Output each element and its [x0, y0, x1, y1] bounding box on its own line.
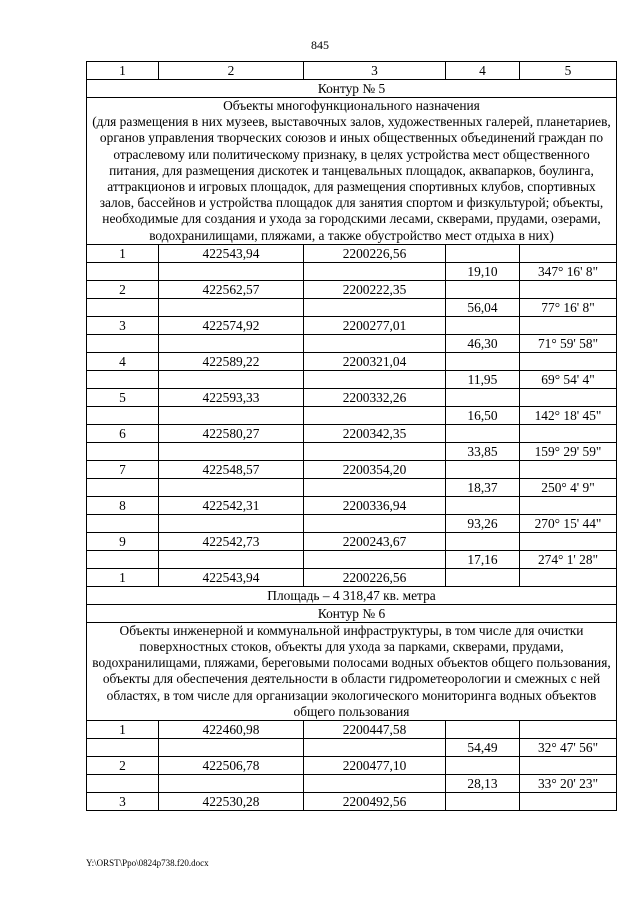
- coordinate-x: [159, 478, 304, 496]
- segment-length: 16,50: [446, 406, 520, 424]
- page-number: 845: [311, 38, 329, 52]
- section-title: Контур № 5: [87, 80, 617, 98]
- segment-row: [87, 262, 617, 280]
- coordinate-y: 2200336,94: [304, 496, 446, 514]
- point-number: 7: [87, 460, 159, 478]
- coordinate-y: [304, 370, 446, 388]
- coordinate-x: 422589,22: [159, 352, 304, 370]
- coordinate-y: 2200477,10: [304, 757, 446, 775]
- point-row: [87, 280, 617, 298]
- point-number: 3: [87, 793, 159, 811]
- point-number: 6: [87, 424, 159, 442]
- section-description: Объекты инженерной и коммунальной инфраструктуры, в том числе для очистки поверхностных стоков, объекты для ухода за парками, скверами, прудами, водохранилищами, пляжами, береговыми полосами водных объектов общего пользования, объекты для обеспечения деятельности в области гидрометеорологии и смежных с ней областях, в том числе для организации экологического мониторинга водных объектов общего пользования: [87, 622, 617, 720]
- coordinate-y: [304, 262, 446, 280]
- coordinate-x: 422574,92: [159, 316, 304, 334]
- coordinate-y: [304, 739, 446, 757]
- column-header: 2: [159, 62, 304, 80]
- point-number: [87, 370, 159, 388]
- direction-angle: [520, 757, 617, 775]
- point-row: [87, 496, 617, 514]
- segment-row: [87, 334, 617, 352]
- point-row: [87, 532, 617, 550]
- point-number: 3: [87, 316, 159, 334]
- direction-angle: [520, 424, 617, 442]
- coordinate-x: [159, 514, 304, 532]
- point-row: [87, 721, 617, 739]
- segment-length: [446, 280, 520, 298]
- segment-length: 46,30: [446, 334, 520, 352]
- direction-angle: [520, 721, 617, 739]
- direction-angle: 159° 29' 59": [520, 442, 617, 460]
- point-number: [87, 298, 159, 316]
- coordinate-x: 422548,57: [159, 460, 304, 478]
- direction-angle: 77° 16' 8": [520, 298, 617, 316]
- segment-length: 56,04: [446, 298, 520, 316]
- direction-angle: 33° 20' 23": [520, 775, 617, 793]
- segment-length: [446, 316, 520, 334]
- segment-length: [446, 496, 520, 514]
- point-row: [87, 424, 617, 442]
- segment-row: [87, 550, 617, 568]
- direction-angle: 250° 4' 9": [520, 478, 617, 496]
- point-number: [87, 442, 159, 460]
- segment-length: [446, 532, 520, 550]
- coordinate-y: [304, 478, 446, 496]
- point-number: [87, 739, 159, 757]
- point-row: [87, 316, 617, 334]
- direction-angle: 142° 18' 45": [520, 406, 617, 424]
- point-row: [87, 793, 617, 811]
- point-row: [87, 388, 617, 406]
- coordinate-y: 2200277,01: [304, 316, 446, 334]
- direction-angle: [520, 460, 617, 478]
- coordinate-x: [159, 370, 304, 388]
- segment-row: [87, 370, 617, 388]
- point-number: 2: [87, 280, 159, 298]
- column-header: 4: [446, 62, 520, 80]
- coordinate-x: 422543,94: [159, 568, 304, 586]
- segment-length: 17,16: [446, 550, 520, 568]
- segment-length: [446, 460, 520, 478]
- coordinate-x: 422506,78: [159, 757, 304, 775]
- coordinate-x: 422543,94: [159, 244, 304, 262]
- file-path-footer: Y:\ORST\Ppo\0824p738.f20.docx: [86, 858, 209, 868]
- column-header: 1: [87, 62, 159, 80]
- segment-row: [87, 739, 617, 757]
- direction-angle: [520, 352, 617, 370]
- section-title-row: [87, 604, 617, 622]
- point-number: 5: [87, 388, 159, 406]
- point-number: [87, 334, 159, 352]
- segment-row: [87, 442, 617, 460]
- segment-length: 33,85: [446, 442, 520, 460]
- point-number: [87, 406, 159, 424]
- column-header: 5: [520, 62, 617, 80]
- point-number: [87, 775, 159, 793]
- coordinate-y: [304, 406, 446, 424]
- segment-length: [446, 757, 520, 775]
- direction-angle: [520, 316, 617, 334]
- coordinate-x: 422542,73: [159, 532, 304, 550]
- point-row: [87, 244, 617, 262]
- coordinate-y: 2200332,26: [304, 388, 446, 406]
- direction-angle: [520, 793, 617, 811]
- coordinate-y: 2200226,56: [304, 568, 446, 586]
- coordinate-y: 2200243,67: [304, 532, 446, 550]
- segment-row: [87, 406, 617, 424]
- coordinate-x: 422530,28: [159, 793, 304, 811]
- coordinate-x: [159, 262, 304, 280]
- segment-length: [446, 424, 520, 442]
- point-number: 2: [87, 757, 159, 775]
- segment-length: 28,13: [446, 775, 520, 793]
- coordinate-x: 422562,57: [159, 280, 304, 298]
- segment-length: 18,37: [446, 478, 520, 496]
- coordinate-x: [159, 334, 304, 352]
- section-description-row: [87, 622, 617, 720]
- segment-length: [446, 244, 520, 262]
- direction-angle: 69° 54' 4": [520, 370, 617, 388]
- table-header-row: [87, 62, 617, 80]
- segment-row: [87, 775, 617, 793]
- segment-row: [87, 478, 617, 496]
- point-number: [87, 514, 159, 532]
- direction-angle: 71° 59' 58": [520, 334, 617, 352]
- direction-angle: [520, 388, 617, 406]
- point-number: 1: [87, 568, 159, 586]
- point-row: [87, 352, 617, 370]
- coordinate-y: 2200342,35: [304, 424, 446, 442]
- coordinate-y: 2200447,58: [304, 721, 446, 739]
- coordinate-x: 422580,27: [159, 424, 304, 442]
- coordinate-y: 2200321,04: [304, 352, 446, 370]
- coordinate-x: [159, 775, 304, 793]
- point-row: [87, 568, 617, 586]
- segment-length: 11,95: [446, 370, 520, 388]
- point-number: [87, 478, 159, 496]
- segment-length: [446, 352, 520, 370]
- section-description-row: [87, 98, 617, 245]
- segment-length: [446, 388, 520, 406]
- section-title-row: [87, 80, 617, 98]
- segment-row: [87, 514, 617, 532]
- segment-row: [87, 298, 617, 316]
- area-row: [87, 586, 617, 604]
- coordinate-x: [159, 298, 304, 316]
- area-value: Площадь – 4 318,47 кв. метра: [87, 586, 617, 604]
- coordinate-x: 422593,33: [159, 388, 304, 406]
- coordinate-x: [159, 406, 304, 424]
- coordinate-y: [304, 775, 446, 793]
- coordinate-y: [304, 334, 446, 352]
- section-title: Контур № 6: [87, 604, 617, 622]
- point-number: 1: [87, 244, 159, 262]
- point-number: 9: [87, 532, 159, 550]
- segment-length: 19,10: [446, 262, 520, 280]
- coordinates-table: [86, 61, 617, 811]
- direction-angle: 270° 15' 44": [520, 514, 617, 532]
- coordinates-table-body: [87, 62, 617, 811]
- point-number: [87, 550, 159, 568]
- direction-angle: 32° 47' 56": [520, 739, 617, 757]
- point-row: [87, 757, 617, 775]
- section-description: Объекты многофункционального назначения (для размещения в них музеев, выставочных залов, художественных галерей, планетариев, органов управления творческих союзов и иных общественных объединений граждан по отраслевому или политическому признаку, в целях устройства мест общественного питания, для размещения дискотек и танцевальных площадок, аквапарков, боулинга, аттракционов и игровых площадок, для размещения спортивных клубов, спортивных залов, бассейнов и устройства площадок для занятия спортом и физкультурой; объекты, необходимые для создания и ухода за городскими лесами, скверами, прудами, озерами, водохранилищами, пляжами, а также обустройство мест отдыха в них): [87, 98, 617, 245]
- column-header: 3: [304, 62, 446, 80]
- coordinate-y: [304, 514, 446, 532]
- coordinate-y: 2200354,20: [304, 460, 446, 478]
- direction-angle: [520, 496, 617, 514]
- coordinate-x: 422460,98: [159, 721, 304, 739]
- coordinate-x: 422542,31: [159, 496, 304, 514]
- segment-length: [446, 568, 520, 586]
- coordinate-y: 2200492,56: [304, 793, 446, 811]
- point-number: [87, 262, 159, 280]
- segment-length: [446, 721, 520, 739]
- direction-angle: 347° 16' 8": [520, 262, 617, 280]
- coordinate-y: 2200226,56: [304, 244, 446, 262]
- point-number: 8: [87, 496, 159, 514]
- coordinate-y: [304, 442, 446, 460]
- segment-length: 54,49: [446, 739, 520, 757]
- coordinate-y: 2200222,35: [304, 280, 446, 298]
- coordinate-y: [304, 298, 446, 316]
- coordinate-x: [159, 739, 304, 757]
- segment-length: 93,26: [446, 514, 520, 532]
- direction-angle: [520, 244, 617, 262]
- direction-angle: 274° 1' 28": [520, 550, 617, 568]
- coordinate-x: [159, 550, 304, 568]
- point-row: [87, 460, 617, 478]
- point-number: 4: [87, 352, 159, 370]
- direction-angle: [520, 532, 617, 550]
- segment-length: [446, 793, 520, 811]
- coordinate-y: [304, 550, 446, 568]
- direction-angle: [520, 280, 617, 298]
- direction-angle: [520, 568, 617, 586]
- coordinate-x: [159, 442, 304, 460]
- point-number: 1: [87, 721, 159, 739]
